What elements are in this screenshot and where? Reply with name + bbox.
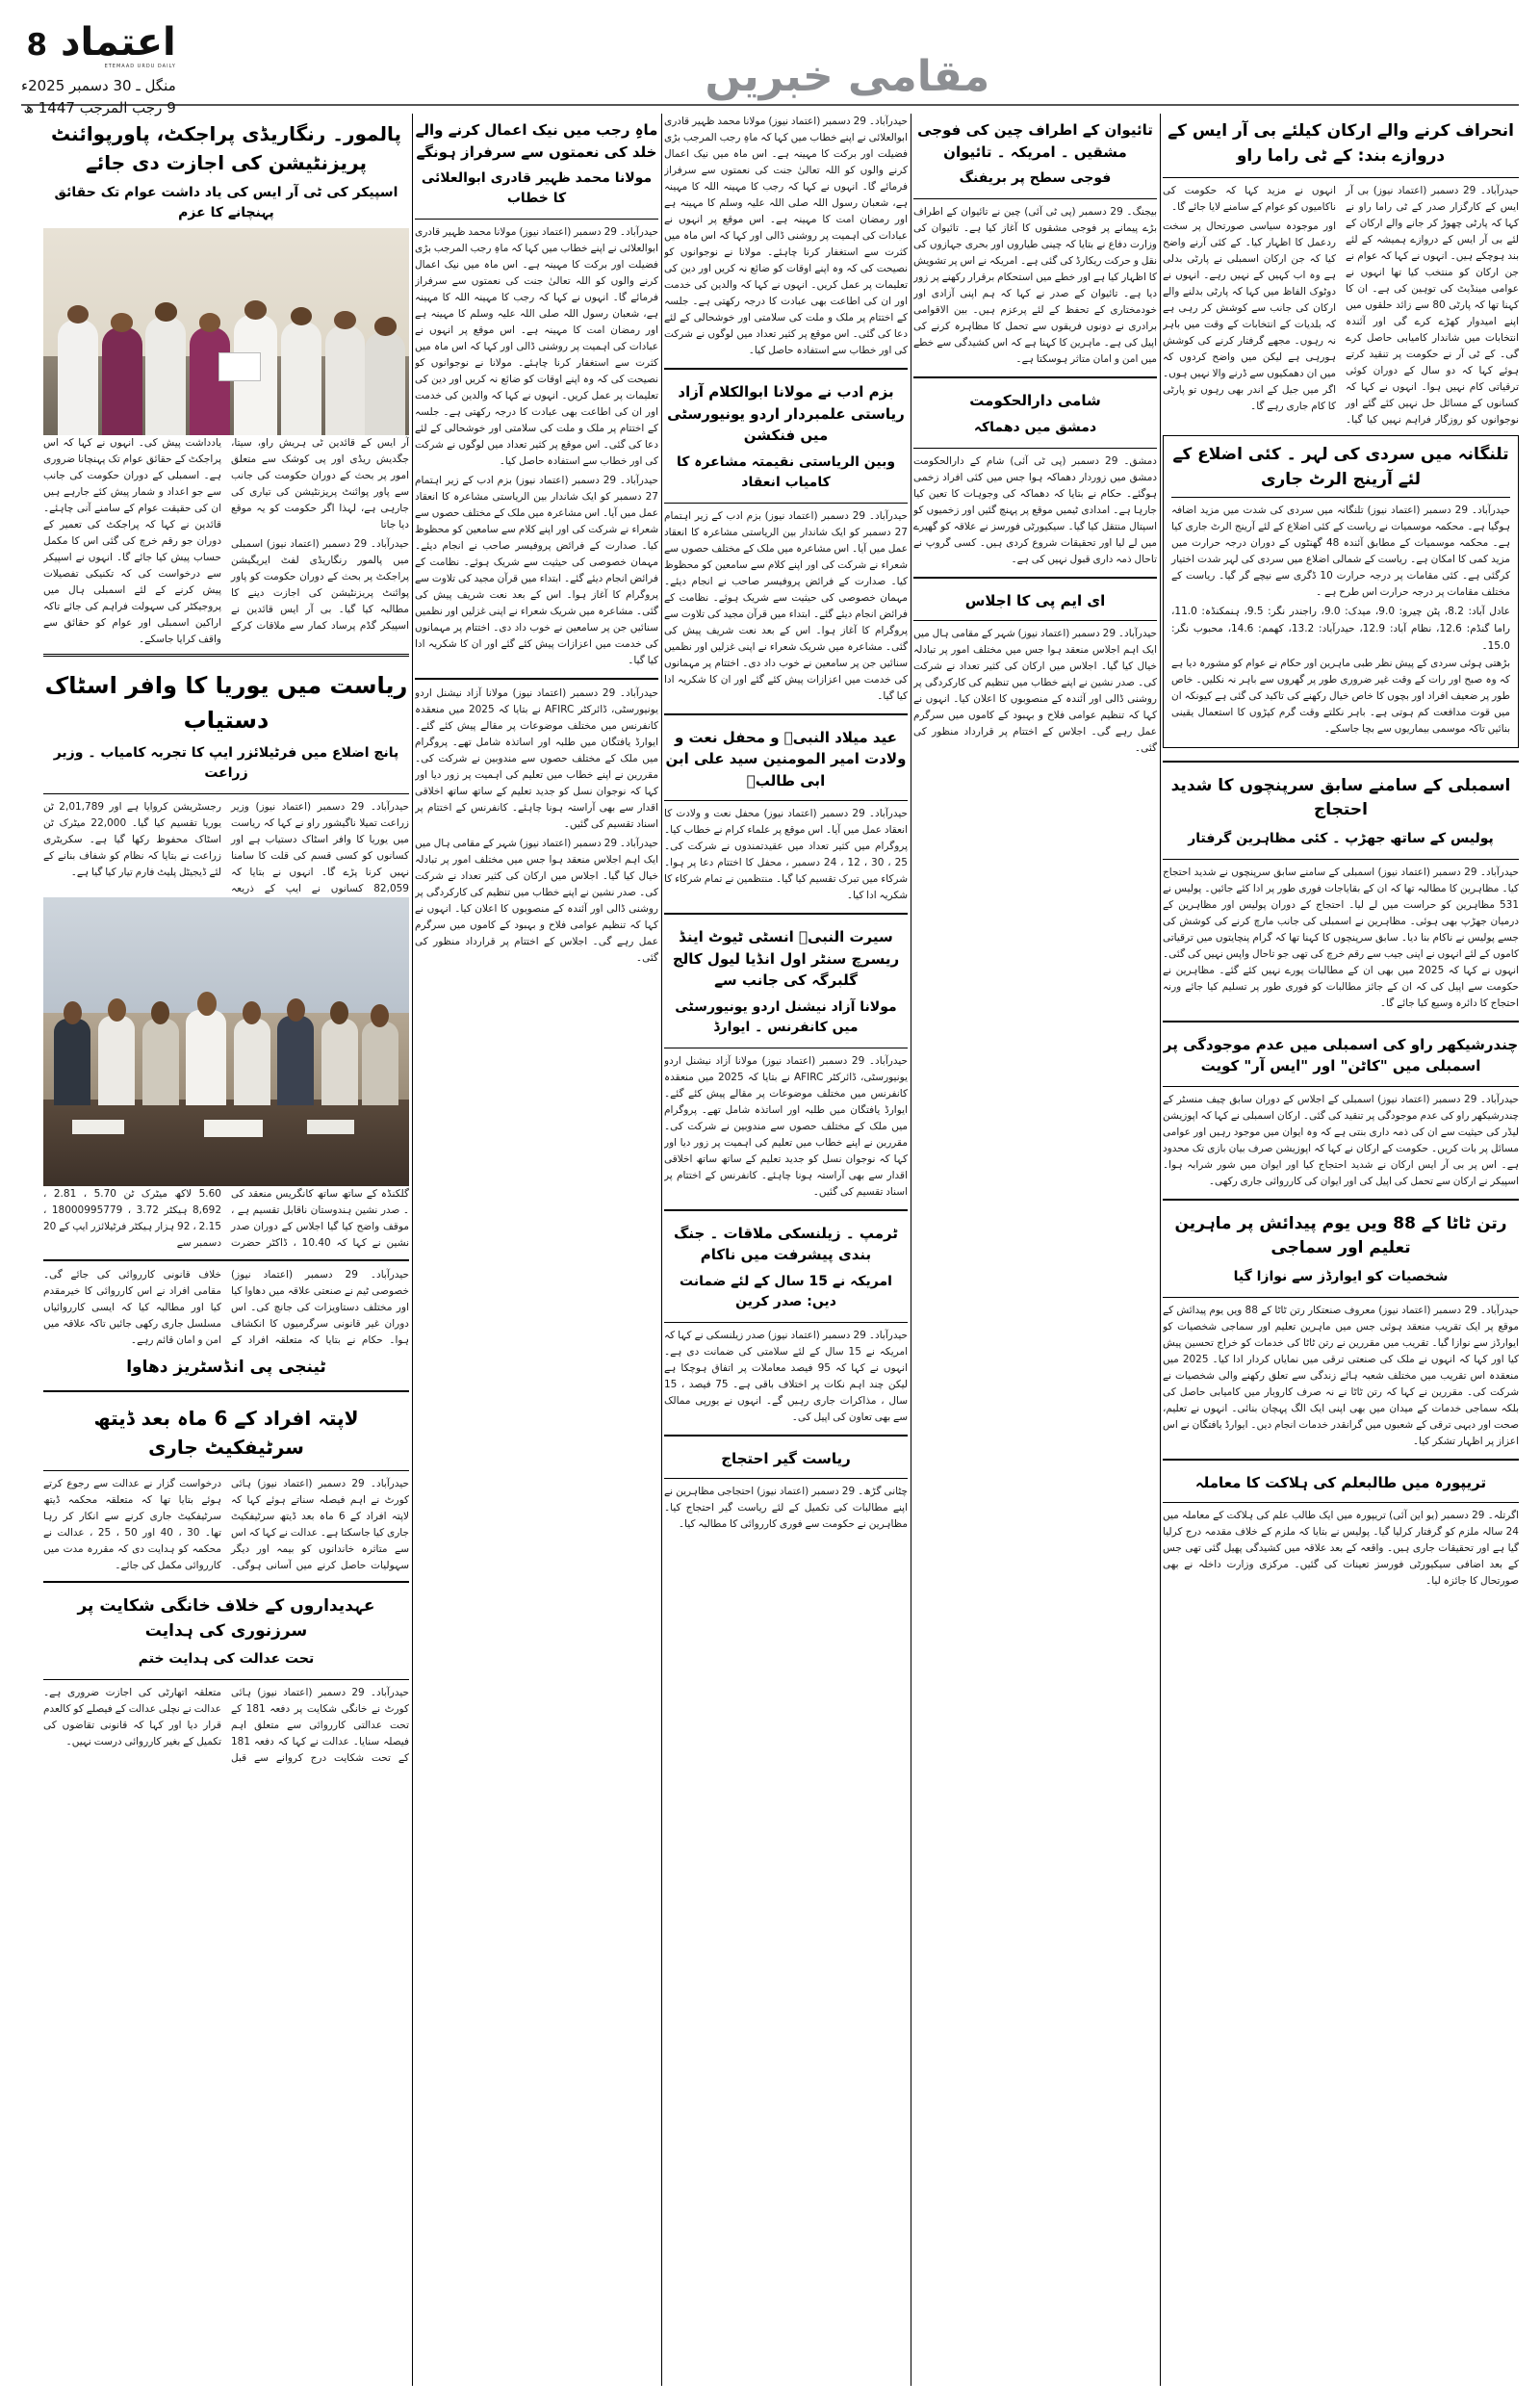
photo-person-head [64, 1001, 82, 1024]
paragraph: حیدرآباد۔ 29 دسمبر (اعتماد نیوز) مولانا محمد ظہیر قادری ابوالعلائی نے اپنے خطاب میں کہا کہ ماہِ رجب المرجب بڑی فضیلت اور برکت کا مہینہ ہے۔ اس ماہ میں نیک اعمال کرنے والوں کو اللہ تعالیٰ جنت کی نعمتوں سے سرفراز فرمائے گا۔ انہوں نے کہا کہ رجب کا مہینہ اللہ کا مہینہ ہے، شعبان رسول اللہ صلی اللہ علیہ وسلم کا مہینہ ہے اور رمضان امت کا مہینہ ہے۔ اس موقع پر انہوں نے عبادات کی اہمیت پر روشنی ڈالی اور کہا کہ اس ماہ میں کثرت سے استغفار کرنا چاہئے۔ مولانا نے نوجوانوں کو نصیحت کی کہ وہ اپنے اوقات کو ضائع نہ کریں اور دین کی تعلیمات پر عمل کریں۔ انہوں نے کہا کہ والدین کی خدمت اور ان کی اطاعت بھی عبادت کا درجہ رکھتی ہے۔ جلسہ کے اختتام پر ملک و ملت کی سلامتی اور خوشحالی کے لئے دعا کی گئی۔ اس موقع پر کثیر تعداد میں لوگوں نے شرکت کی اور خطاب سے استفادہ حاصل کیا۔ [415, 226, 658, 467]
divider [664, 713, 908, 715]
temperature-item: عادل آباد: 8.2، پٹن چیرو: 9.0، میدک: 9.0، راجندر نگر: 9.5، ہنمکنڈہ: 11.0، راما گنڈم: 12.6، نظام آباد: 12.9، حیدرآباد: 13.2، کھمم: 14.6، محبوب نگر: 15.0۔ [1171, 606, 1511, 652]
photo-table [43, 1100, 409, 1186]
article-body-kcr-absence [1163, 1092, 1519, 1193]
headline-urea-stock: ریاست میں یوریا کا وافر اسٹاک دستیاب [44, 672, 408, 734]
headline-statewide-protest: ریاست گیر احتجاج [721, 1449, 851, 1467]
article-body-syria [913, 453, 1157, 571]
subheadline-palamuru: اسپیکر کی ٹی آر ایس کی یاد داشت عوام تک حقائق پہنچانے کا عزم [54, 185, 398, 220]
subheadline-rajab: مولانا محمد ظہیر قادری ابوالعلائی کا خطاب [421, 170, 653, 206]
divider [1163, 1459, 1519, 1461]
headline-mehfil-naat: عید میلاد النبیؐ و محفل نعت و ولادت امیر المومنین سید علی ابن ابی طالبؓ [665, 728, 907, 789]
photo-backwall [43, 897, 409, 1013]
photo-person [186, 1010, 226, 1105]
subheadline-private-complaint: تحت عدالت کی ہدایت ختم [138, 1651, 315, 1667]
paragraph: حیدرآباد۔ 29 دسمبر (اعتماد نیوز) صدر زیلنسکی نے کہا کہ امریکہ نے 15 سال کے لئے سلامتی کی ضمانت دی ہے۔ انہوں نے کہا کہ 95 فیصد معاملات پر اتفاق ہوچکا ہے لیکن چند اہم نکات پر اختلاف باقی ہے۔ 75 فیصد ، 15 سال ، مذاکرات جاری رہیں گے۔ انہوں نے یورپی ممالک سے بھی تعاون کی اپیل کی۔ [664, 1329, 908, 1423]
divider [43, 1259, 409, 1261]
article-body-palamuru [43, 435, 409, 648]
subheadline-mushaira: وبین الریاستی نقیمتہ مشاعرہ کا کامیاب انعقاد [676, 453, 896, 490]
paragraph: چٹانی گڑھ۔ 29 دسمبر (اعتماد نیوز) احتجاجی مظاہرین نے اپنے مطالبات کی تکمیل کے لئے ریاست گیر احتجاج کیا۔ مظاہرین نے حکومت سے فوری کارروائی کا مطالبہ کیا۔ [664, 1486, 908, 1530]
photo-person [142, 1019, 179, 1105]
article-body-death-certificate [43, 1476, 409, 1576]
headline-industries: ٹینجی پی انڈسٹریز دھاوا [126, 1358, 326, 1377]
divider [913, 376, 1157, 378]
paragraph: حیدرآباد۔ 29 دسمبر (اعتماد نیوز) شہر کے مقامی ہال میں ایک اہم اجلاس منعقد ہوا جس میں مختلف امور پر تبادلہ خیال کیا گیا۔ اجلاس میں ارکان کی کثیر تعداد نے شرکت کی۔ صدر نشین نے اپنے خطاب میں تنظیم کی کارکردگی پر روشنی ڈالی اور آئندہ کے منصوبوں کا اعلان کیا۔ انہوں نے کہا کہ تنظیم عوامی فلاح و بہبود کے کاموں میں سرگرم عمل رہے گی۔ اجلاس کے اختتام پر قرارداد منظور کی گئی۔ [415, 838, 658, 964]
paragraph: حیدرآباد۔ 29 دسمبر (اعتماد نیوز) بزم ادب کے زیر اہتمام 27 دسمبر کو ایک شاندار بین الریاستی مشاعرہ کا انعقاد عمل میں آیا۔ اس مشاعرہ میں ملک کے مختلف حصوں سے شعراء نے شرکت کی اور اپنے کلام سے سامعین کو محظوظ کیا۔ صدارت کے فرائض پروفیسر صاحب نے انجام دیئے۔ مہمان خصوصی کی حیثیت سے شریک ہوئے۔ نظامت کے فرائض انجام دیئے گئے۔ ابتداء میں قرآن مجید کی تلاوت سے پروگرام کا آغاز ہوا۔ اس کے بعد نعت شریف پیش کی گئی۔ مشاعرہ میں شریک شعراء نے اپنی غزلیں اور نظمیں سنائیں جن پر سامعین نے خوب داد دی۔ اختتام پر مہمانوں کی خدمت میں اعزازات پیش کئے گئے اور ان کا شکریہ ادا کیا گیا۔ [664, 509, 908, 702]
paragraph: حیدرآباد۔ 29 دسمبر (اعتماد نیوز) مولانا آزاد نیشنل اردو یونیورسٹی، ڈائرکٹر AFIRC نے بتایا کہ 2025 میں منعقدہ کانفرنس میں مختلف موضوعات پر مقالے پیش کئے گئے۔ ایوارڈ یافتگان میں طلبہ اور اساتذہ شامل تھے۔ پروگرام میں ملک کے مختلف حصوں سے مندوبین نے شرکت کی۔ مقررین نے اپنے خطاب میں تعلیم کی اہمیت پر زور دیا اور کہا کہ نوجوان نسل کو جدید تعلیم کے ساتھ ساتھ اخلاقی اقدار سے بھی آراستہ ہونا چاہئے۔ کانفرنس کے اختتام پر اسناد تقسیم کی گئیں۔ [415, 687, 658, 830]
article-body-trump-zelensky [664, 1328, 908, 1429]
divider [1163, 1297, 1519, 1298]
article-body-urea-caption [43, 1186, 409, 1254]
article-advisory [1171, 656, 1510, 738]
page-title: مقامی خبریں [705, 52, 990, 101]
photo-table-papers [307, 1120, 354, 1134]
paragraph: اور موجودہ سیاسی صورتحال پر سخت ردعمل کا اظہار کیا۔ کے کئی آرنے واضح کیا کہ جن ارکان اسمبلی نے پارٹی بدلی ہے وہ اب کہیں کے نہیں رہے۔ انہوں نے دوٹوک الفاظ میں کہا کہ پارٹی بدلنے والے ارکان کی جانب سے کوشش کر رہی ہے کہ بلدیات کے انتخابات کے وقت میں باہر نہ رہوں۔ مجھے گرفتار کرنے کی کوشش ہورہی ہے لیکن میں واضح کردوں کہ میں ان دھمکیوں سے ڈرنے والا نہیں ہوں۔ اگر میں جیل کے اندر بھی رہوں تو پارٹی کا کام جاری رہے گا۔ [1163, 220, 1336, 412]
paragraph: گلکنڈہ کے ساتھ ساتھ کانگریس منعقد کی ۔ صدر نشین ہندوستان ناقابل تقسیم ہے ، موقف واضح کیا گیا اجلاس کے دوران صدر نشین نے کہا کہ 10.40 ، ڈاکٹر حضرت 5.60 لاکھ میٹرک ٹن 5.70 ، 2.81 ، 8,692 ہیکٹر 3.72 ، 18000995779 ، 2.15 ، 92 ہزار ہیکٹر فرٹیلائزر ایپ کے 20 دسمبر سے [43, 1188, 409, 1249]
divider [913, 577, 1157, 579]
divider [1163, 859, 1519, 860]
content-grid [21, 114, 1519, 2386]
brand-subtitle: ETEMAAD URDU DAILY [104, 64, 176, 69]
photo-person-head [199, 313, 221, 331]
paragraph: حیدرآباد۔ 29 دسمبر (اعتماد نیوز) معروف صنعتکار رتن ٹاٹا کے 88 ویں یوم پیدائش کے موقع پر ایک تقریب منعقد ہوئی جس میں ماہرین تعلیم اور سماجی شخصیات کو ایوارڈز سے نوازا گیا۔ تقریب میں مقررین نے رتن ٹاٹا کی خدمات کو خراج تحسین پیش کیا اور کہا کہ انہوں نے ملک کی صنعتی ترقی میں نمایاں کردار ادا کیا۔ 2025 میں منعقدہ اس تقریب میں مختلف شعبہ ہائے زندگی سے تعلق رکھنے والی شخصیات نے شرکت کی۔ مقررین نے کہا کہ رتن ٹاٹا نے نہ صرف کاروبار میں کامیابی حاصل کی بلکہ سماجی خدمات کے میدان میں بھی اپنی ایک الگ پہچان بنائی۔ انہوں نے تعلیم، صحت اور دیہی ترقی کے شعبوں میں گرانقدر خدمات انجام دیں۔ ایوارڈ یافتگان نے اس اعزاز پر اظہار تشکر کیا۔ [1163, 1304, 1519, 1447]
photo-person [54, 1019, 90, 1105]
photo-scene [43, 228, 409, 435]
article-body-overflow [415, 686, 658, 970]
divider [913, 198, 1157, 199]
divider [664, 1209, 908, 1211]
subheadline-taiwan: فوجی سطح پر بریفنگ [959, 170, 1112, 186]
column-divider [412, 114, 413, 2386]
divider [1163, 1502, 1519, 1503]
headline-seerat-institute: سیرت النبیؐ انسٹی ٹیوٹ اینڈ ریسرچ سنٹر اول انڈیا لیول کالج گلبرگہ کی جانب سے [672, 928, 900, 989]
divider [664, 1322, 908, 1323]
subheadline-ratan-tata: شخصیات کو ایوارڈز سے نوازا گیا [1233, 1268, 1449, 1284]
masthead [21, 17, 1519, 116]
paragraph: حیدرآباد۔ 29 دسمبر (اعتماد نیوز) اسمبلی میں پالمور رنگاریڈی لفٹ ایریگیشن پراجکٹ پر بحث کے دوران حکومت کو پاور پوائنٹ پریزنٹیشن کی اجازت دینے کا مطالبہ کیا گیا۔ بی آر ایس قائدین نے اسپیکر گڈم پرساد کمار سے ملاقات کرکے یادداشت پیش کی۔ انہوں نے کہا کہ اس پراجکٹ کے حقائق عوام تک پہنچانا ضروری ہے۔ اسمبلی کے دوران حکومت کی جانب سے جو اعداد و شمار پیش کئے جارہے ہیں ان کی حقیقت عوام کے سامنے آنی چاہئے۔ قائدین نے کہا کہ پراجکٹ کی تعمیر کے دوران جو رقم خرچ کی گئی اس کا مکمل حساب پیش کیا جائے گا۔ انہوں نے اسپیکر سے درخواست کی کہ تکنیکی تفصیلات پیش کرنے کے لئے اسمبلی ہال میں پروجیکٹر کی سہولت فراہم کی جائے تاکہ اراکین اسمبلی اور عوام کو حقائق سے واقف کرایا جاسکے۔ [43, 437, 409, 645]
article-body-ktr [1163, 183, 1519, 428]
divider [415, 219, 658, 220]
column-left [43, 114, 409, 2386]
headline-tripura: تریپورہ میں طالبعلم کی ہلاکت کا معاملہ [1194, 1473, 1487, 1491]
divider [664, 913, 908, 915]
divider [43, 1581, 409, 1583]
divider [43, 1470, 409, 1471]
photo-person [365, 332, 405, 436]
paragraph: حیدرآباد۔ 29 دسمبر (اعتماد نیوز) شہر کے مقامی ہال میں ایک اہم اجلاس منعقد ہوا جس میں مختلف امور پر تبادلہ خیال کیا گیا۔ اجلاس میں ارکان کی کثیر تعداد نے شرکت کی۔ صدر نشین نے اپنے خطاب میں تنظیم کی کارکردگی پر روشنی ڈالی اور آئندہ کے منصوبوں کا اعلان کیا۔ انہوں نے کہا کہ تنظیم عوامی فلاح و بہبود کے کاموں میں سرگرم عمل رہے گی۔ اجلاس کے اختتام پر قرارداد منظور کی گئی۔ [913, 628, 1157, 754]
paragraph: حیدرآباد۔ 29 دسمبر (اعتماد نیوز) بی آر ایس کے کارگزار صدر کے ٹی راما راو نے کہا کہ پارٹی چھوڑ کر جانے والے ارکان کے لئے بی آر ایس کے دروازے ہمیشہ کے لئے بند ہوچکے ہیں۔ انہوں نے کہا کہ عوام نے جن ارکان کو منتخب کیا تھا انہوں نے عوامی مینڈیٹ کی توہین کی ہے۔ ان کا کہنا تھا کہ پارٹی 80 سے زائد حلقوں میں اپنے امیدوار کھڑے کرے گی اور آئندہ انتخابات میں شاندار کامیابی حاصل کرے گی۔ کے ٹی آر نے حکومت پر تنقید کرتے ہوئے کہا کہ دو سال کے دوران کوئی ترقیاتی کام نہیں ہوا۔ انہوں نے کہا کہ کسانوں کے مسائل حل نہیں کئے گئے اور نوجوانوں کو روزگار فراہم نہیں کیا گیا۔ انہوں نے مزید کہا کہ حکومت کی ناکامیوں کو عوام کے سامنے لایا جائے گا۔ [1163, 185, 1519, 426]
headline-ktr: انحراف کرنے والے ارکان کیلئے بی آر ایس کے دروازے بند: کے ٹی راما راو [1168, 121, 1514, 166]
photo-person-head [287, 998, 305, 1022]
paragraph: حیدرآباد۔ 29 دسمبر (اعتماد نیوز) محفل نعت و ولادت کا انعقاد عمل میں آیا۔ اس موقع پر علماء کرام نے خطاب کیا۔ پروگرام میں کثیر تعداد میں عقیدتمندوں نے شرکت کی۔ 25 ، 30 ، 12 ، 24 دسمبر ، محفل کا اختتام دعا پر ہوا۔ شرکاء میں تبرک تقسیم کیا گیا۔ منتظمین نے تمام شرکاء کا شکریہ ادا کیا۔ [664, 808, 908, 901]
photo-person-head [243, 1001, 261, 1024]
headline-cold-wave: تلنگانہ میں سردی کی لہر ۔ کئی اضلاع کے لئے آرینج الرٹ جاری [1172, 445, 1509, 489]
photo-person [325, 325, 366, 435]
article-body-mehfil-naat [664, 806, 908, 907]
column-two-b [664, 114, 908, 2386]
headline-kcr-absence: چندرشیکھر راو کی اسمبلی میں عدم موجودگی پر اسمبلی میں "کاٹن" اور "ایس آر" کویت [1163, 1035, 1519, 1075]
photo-table-papers [204, 1120, 263, 1137]
subheadline-seerat-institute: مولانا آزاد نیشنل اردو یونیورسٹی میں کانفرنس ۔ ایوارڈ [675, 998, 897, 1035]
paragraph: حیدرآباد۔ 29 دسمبر (اعتماد نیوز) ہائی کورٹ نے خانگی شکایت پر دفعہ 181 کے تحت عدالتی کارروائی سے متعلق اہم فیصلہ سنایا۔ عدالت نے کہا کہ دفعہ 181 کے تحت شکایت درج کروانے سے قبل متعلقہ اتھارٹی کی اجازت ضروری ہے۔ عدالت نے نچلی عدالت کے فیصلے کو کالعدم قرار دیا اور کہا کہ قانونی تقاضوں کی تکمیل کے بغیر کارروائی درست نہیں۔ [43, 1687, 409, 1764]
divider [1163, 177, 1519, 178]
photo-scene [43, 897, 409, 1186]
headline-emp-meeting: ای ایم پی کا اجلاس [964, 591, 1106, 609]
paragraph: حیدرآباد۔ 29 دسمبر (اعتماد نیوز) اسمبلی کے اجلاس کے دوران سابق چیف منسٹر کے چندرشیکھر راو کی عدم موجودگی پر تنقید کی گئی۔ ارکان اسمبلی نے کہا کہ اپوزیشن لیڈر کی حیثیت سے ان کی ذمہ داری بنتی ہے کہ وہ ایوان میں موجود رہیں اور عوامی مسائل پر بات کریں۔ حکومت کے ارکان نے کہا کہ اپوزیشن صرف بیان بازی تک محدود ہے۔ اس پر بی آر ایس ارکان نے شدید احتجاج کیا اور ایوان میں شور شرابہ ہوا۔ اسپیکر نے ارکان سے تحمل کی اپیل کی اور ایوان کی کارروائی جاری رکھی۔ [1163, 1093, 1519, 1187]
column-three [913, 114, 1157, 2386]
divider [415, 678, 658, 680]
photo-person-head [244, 300, 267, 319]
divider [1171, 497, 1510, 498]
divider [913, 620, 1157, 621]
paragraph: حیدرآباد۔ 29 دسمبر (اعتماد نیوز) خصوصی ٹیم نے صنعتی علاقہ میں دھاوا کیا اور مختلف دستاویزات کی جانچ کی۔ اس دوران غیر قانونی سرگرمیوں کا انکشاف ہوا۔ حکام نے بتایا کہ متعلقہ افراد کے خلاف قانونی کارروائی کی جائے گی۔ مقامی افراد نے اس کارروائی کا خیرمقدم کیا اور مطالبہ کیا کہ ایسی کارروائیاں مسلسل جاری رکھی جائیں تاکہ علاقہ میں امن و امان قائم رہے۔ [43, 1268, 409, 1346]
column-divider [661, 114, 662, 2386]
divider [1163, 1086, 1519, 1087]
headline-trump-zelensky: ٹرمپ ۔ زیلنسکی ملاقات ۔ جنگ بندی پیشرفت میں ناکام [674, 1224, 898, 1263]
article-body-ratan-tata [1163, 1303, 1519, 1453]
photo-person [321, 1019, 358, 1105]
column-divider [1160, 114, 1161, 2386]
divider [1163, 761, 1519, 763]
paragraph: حیدرآباد۔ 29 دسمبر (اعتماد نیوز) مولانا محمد ظہیر قادری ابوالعلائی نے اپنے خطاب میں کہا کہ ماہِ رجب المرجب بڑی فضیلت اور برکت کا مہینہ ہے۔ اس ماہ میں نیک اعمال کرنے والوں کو اللہ تعالیٰ جنت کی نعمتوں سے سرفراز فرمائے گا۔ انہوں نے کہا کہ رجب کا مہینہ اللہ کا مہینہ ہے، شعبان رسول اللہ صلی اللہ علیہ وسلم کا مہینہ ہے اور رمضان امت کا مہینہ ہے۔ اس موقع پر انہوں نے عبادات کی اہمیت پر روشنی ڈالی اور کہا کہ اس ماہ میں کثرت سے استغفار کرنا چاہئے۔ مولانا نے نوجوانوں کو نصیحت کی کہ وہ اپنے اوقات کو ضائع نہ کریں اور دین کی تعلیمات پر عمل کریں۔ انہوں نے کہا کہ والدین کی خدمت اور ان کی اطاعت بھی عبادت کا درجہ رکھتی ہے۔ جلسہ کے اختتام پر ملک و ملت کی سلامتی اور خوشحالی کے لئے دعا کی گئی۔ اس موقع پر کثیر تعداد میں لوگوں نے شرکت کی اور خطاب سے استفادہ حاصل کیا۔ [664, 116, 908, 356]
article-body-tripura [1163, 1508, 1519, 1592]
photo-person [58, 320, 98, 435]
divider [664, 800, 908, 801]
subheadline-sarpanch-protest: پولیس کے ساتھ جھڑپ ۔ کئی مظاہرین گرفتار [1188, 830, 1494, 846]
article-cold-wave [1163, 435, 1519, 748]
photo-person-head [291, 307, 313, 325]
divider [43, 654, 409, 657]
subheadline-trump-zelensky: امریکہ نے 15 سال کے لئے ضمانت دیں: صدر کرین [680, 1273, 892, 1309]
subheadline-urea-stock: پانچ اضلاع میں فرٹیلائزر ایپ کا تجربہ کامیاب ۔ وزیر زراعت [53, 745, 399, 781]
divider [913, 448, 1157, 449]
paragraph: بیجنگ۔ 29 دسمبر (پی ٹی آئی) چین نے تائیوان کے اطراف بڑے پیمانے پر فوجی مشقوں کا آغاز کیا ہے۔ تائیوان کی وزارت دفاع نے بتایا کہ چینی طیاروں اور بحری جہازوں کی نقل و حرکت ریکارڈ کی گئی ہے۔ امریکہ نے اس پر تشویش کا اظہار کیا ہے اور خطے میں استحکام برقرار رکھنے پر زور دیا ہے۔ تائیوان کے صدر نے کہا کہ ہم اپنی آزادی اور خودمختاری کے تحفظ کے لئے پرعزم ہیں۔ بین الاقوامی برادری نے دونوں فریقوں سے تحمل کا مظاہرہ کرنے کی اپیل کی ہے۔ ماہرین کا کہنا ہے کہ اس کشیدگی سے خطے میں امن و امان متاثر ہوسکتا ہے۔ [913, 206, 1157, 365]
divider [664, 1478, 908, 1479]
paragraph: حیدرآباد۔ 29 دسمبر (اعتماد نیوز) مولانا آزاد نیشنل اردو یونیورسٹی، ڈائرکٹر AFIRC نے بتایا کہ 2025 میں منعقدہ کانفرنس میں مختلف موضوعات پر مقالے پیش کئے گئے۔ ایوارڈ یافتگان میں طلبہ اور اساتذہ شامل تھے۔ پروگرام میں ملک کے مختلف حصوں سے مندوبین نے شرکت کی۔ مقررین نے اپنے خطاب میں تعلیم کی اہمیت پر زور دیا اور کہا کہ نوجوان نسل کو جدید تعلیم کے ساتھ ساتھ اخلاقی اقدار سے بھی آراستہ ہونا چاہئے۔ کانفرنس کے اختتام پر اسناد تقسیم کی گئیں۔ [664, 1054, 908, 1198]
headline-palamuru: پالمور۔ رنگاریڈی پراجکٹ، پاورپوائنٹ پریزنٹیشن کی اجازت دی جائے [50, 122, 401, 174]
headline-death-certificate: لاپتہ افراد کے 6 ماہ بعد ڈیتھ سرٹیفکیٹ جاری [93, 1406, 359, 1459]
article-body-cold-wave [1171, 503, 1510, 601]
temperature-list [1171, 604, 1510, 656]
article-body-rajab [415, 224, 658, 672]
article-body-statewide-protest [664, 1484, 908, 1536]
divider [1163, 1021, 1519, 1022]
headline-mushaira: بزم ادب نے مولانا ابوالکلام آزاد ریاستی علمبردار اردو یونیورسٹی میں فنکشن [667, 383, 905, 444]
date-gregorian: منگل ـ 30 دسمبر 2025ء [21, 77, 176, 94]
photo-person-head [111, 313, 133, 331]
paragraph: حیدرآباد۔ 29 دسمبر (اعتماد نیوز) ہائی کورٹ نے اہم فیصلہ سناتے ہوئے کہا کہ لاپتہ افراد کے 6 ماہ بعد ڈیتھ سرٹیفکیٹ جاری کیا جاسکتا ہے۔ عدالت نے کہا کہ اس سے متاثرہ خاندانوں کو بیمہ اور دیگر سہولیات حاصل کرنے میں آسانی ہوگی۔ درخواست گزار نے عدالت سے رجوع کرتے ہوئے بتایا تھا کہ متعلقہ محکمہ ڈیتھ سرٹیفکیٹ جاری کرنے سے انکار کر رہا تھا۔ 30 ، 40 اور 50 ، 25 ، عدالت نے محکمہ کو ہدایت دی کہ مقررہ مدت میں کارروائی مکمل کی جائے۔ [43, 1477, 409, 1571]
photo-person [234, 1019, 270, 1105]
photo-person [277, 1016, 314, 1105]
photo-person [145, 317, 186, 435]
article-body-private-complaint [43, 1685, 409, 1767]
headline-syria: شامی دارالحکومت [969, 392, 1101, 409]
article-body-mushaira [664, 508, 908, 708]
photo-person-head [374, 317, 397, 335]
article-body-industries [43, 1267, 409, 1351]
column-two-a [415, 114, 658, 2386]
brand-logo: اعتماد [61, 20, 176, 65]
divider [43, 1390, 409, 1392]
article-body-seerat-institute [664, 1053, 908, 1204]
paragraph: دمشق۔ 29 دسمبر (پی ٹی آئی) شام کے دارالحکومت دمشق میں زوردار دھماکہ ہوا جس میں کئی افراد زخمی ہوگئے۔ حکام نے بتایا کہ دھماکہ کی وجوہات کا تعین کیا جارہا ہے۔ امدادی ٹیمیں موقع پر پہنچ گئیں اور زخمیوں کو اسپتال منتقل کیا گیا۔ سیکیورٹی فورسز نے علاقہ کو گھیرے میں لے لیا اور تحقیقات شروع کردی ہیں۔ کسی گروپ نے تاحال ذمہ داری قبول نہیں کی ہے۔ [913, 454, 1157, 565]
photo-person-head [108, 998, 126, 1022]
headline-taiwan: تائیوان کے اطراف چین کی فوجی مشقیں ۔ امریکہ ۔ تائیوان [917, 121, 1153, 161]
photo-meeting [43, 897, 409, 1186]
paragraph: حیدرآباد۔ 29 دسمبر (اعتماد نیوز) بزم ادب کے زیر اہتمام 27 دسمبر کو ایک شاندار بین الریاستی مشاعرہ کا انعقاد عمل میں آیا۔ اس مشاعرہ میں ملک کے مختلف حصوں سے شعراء نے شرکت کی اور اپنے کلام سے سامعین کو محظوظ کیا۔ صدارت کے فرائض پروفیسر صاحب نے انجام دیئے۔ مہمان خصوصی کی حیثیت سے شریک ہوئے۔ نظامت کے فرائض انجام دیئے گئے۔ ابتداء میں قرآن مجید کی تلاوت سے پروگرام کا آغاز ہوا۔ اس کے بعد نعت شریف پیش کی گئی۔ مشاعرہ میں شریک شعراء نے اپنی غزلیں اور نظمیں سنائیں جن پر سامعین نے خوب داد دی۔ اختتام پر مہمانوں کی خدمت میں اعزازات پیش کئے گئے اور ان کا شکریہ ادا کیا گیا۔ [415, 475, 658, 666]
photo-person [98, 1016, 135, 1105]
paragraph: بڑھتی ہوئی سردی کے پیش نظر طبی ماہرین اور حکام نے عوام کو مشورہ دیا ہے کہ وہ صبح اور رات کے وقت غیر ضروری طور پر گھروں سے باہر نہ نکلیں۔ خاص طور پر ضعیف افراد اور بچوں کا خاص خیال رکھنے کی تاکید کی گئی ہے کیونکہ ان میں قوت مدافعت کم ہوتی ہے۔ باہر نکلتے وقت گرم کپڑوں کا استعمال یقینی بنائیں تاکہ موسمی بیماریوں سے بچا جاسکے۔ [1171, 657, 1510, 735]
paragraph: اگرتلہ۔ 29 دسمبر (یو این آئی) تریپورہ میں ایک طالب علم کی ہلاکت کے معاملہ میں 24 سالہ ملزم کو گرفتار کرلیا گیا۔ پولیس نے بتایا کہ ملزم کے خلاف مقدمہ درج کرلیا گیا ہے اور تحقیقات جاری ہیں۔ واقعہ کے بعد علاقہ میں کشیدگی پھیل گئی تھی جس کے بعد اضافی سیکیورٹی فورسز تعینات کی گئیں۔ مرکزی وزارت داخلہ نے بھی صورتحال کا جائزہ لیا۔ [1163, 1510, 1519, 1588]
article-body-emp-meeting [913, 626, 1157, 760]
article-body-rajab-cont [664, 114, 908, 362]
photo-speaker-memorandum [43, 228, 409, 435]
headline-ratan-tata: رتن ٹاٹا کے 88 ویں یوم پیدائش پر ماہرین تعلیم اور سماجی [1174, 1213, 1507, 1258]
divider [43, 1679, 409, 1680]
page-number: 8 [26, 28, 48, 63]
paragraph: حیدرآباد۔ 29 دسمبر (اعتماد نیوز) اسمبلی کے سامنے سابق سرپنچوں نے شدید احتجاج کیا۔ مظاہرین کا مطالبہ تھا کہ ان کے بقایاجات فوری طور پر ادا کئے جائیں۔ پولیس نے 531 مظاہرین کو حراست میں لے لیا۔ احتجاج کے دوران پولیس اور مظاہرین کے درمیان جھڑپ بھی ہوئی۔ مظاہرین نے اسمبلی کی جانب مارچ کرنے کی کوشش کی جسے پولیس نے ناکام بنا دیا۔ سابق سرپنچوں کا کہنا تھا کہ گرام پنچایتوں میں ترقیاتی کاموں کے لئے انہوں نے اپنی جیب سے رقم خرچ کی تھی جو تاحال واپس نہیں کی گئی۔ انہوں نے کہا کہ 2025 میں بھی ان کے مطالبات پورے نہیں کئے گئے۔ مظاہرین نے حکومت سے اپیل کی کہ ان کے جائز مطالبات کو فوری طور پر تسلیم کیا جائے ورنہ احتجاج کا دائرہ وسیع کیا جائے گا۔ [1163, 866, 1519, 1009]
headline-private-complaint: عہدیداروں کے خلاف خانگی شکایت پر سرزنوری کی ہدایت [77, 1596, 375, 1641]
photo-person-head [151, 1001, 169, 1024]
divider [43, 793, 409, 794]
article-body-sarpanch [1163, 865, 1519, 1015]
photo-person [362, 1022, 398, 1105]
photo-memorandum-paper [218, 352, 261, 381]
photo-person-head [67, 305, 90, 324]
article-body-taiwan [913, 204, 1157, 371]
photo-person [102, 327, 142, 435]
section-title-wrap [176, 17, 1519, 100]
divider [1163, 1199, 1519, 1201]
photo-person [281, 322, 321, 435]
photo-table-papers [72, 1120, 123, 1134]
photo-person-head [371, 1004, 389, 1027]
divider [664, 368, 908, 370]
headline-sarpanch-protest: اسمبلی کے سامنے سابق سرپنچوں کا شدید احتجاج [1170, 775, 1511, 820]
photo-person-head [155, 302, 177, 321]
article-body-urea-stock [43, 799, 409, 897]
brand-row [26, 20, 176, 65]
paragraph: حیدرآباد۔ 29 دسمبر (اعتماد نیوز) وزیر زراعت تمیلا ناگیشور راو نے کہا کہ ریاست میں یوریا کا وافر اسٹاک دستیاب ہے اور کسانوں کو کسی قسم کی قلت کا سامنا نہیں کرنا پڑے گا۔ انہوں نے بتایا کہ 82,059 کسانوں نے ایپ کے ذریعہ رجسٹریشن کروایا ہے اور 2,01,789 ٹن یوریا تقسیم کیا گیا۔ 22,000 میٹرک ٹن اسٹاک محفوظ رکھا گیا ہے۔ سکریٹری زراعت نے بتایا کہ نظام کو شفاف بنانے کے لئے ڈیجیٹل پلیٹ فارم تیار کیا گیا ہے۔ [43, 801, 409, 894]
column-right [1163, 114, 1519, 2386]
headline-rajab: ماہِ رجب میں نیک اعمال کرنے والے خلد کی نعمتوں سے سرفراز ہونگے [415, 121, 658, 161]
date-hijri: 9 رجب المرجب 1447 ھ [23, 98, 176, 116]
divider [664, 503, 908, 504]
subheadline-syria: دمشق میں دھماکہ [973, 419, 1097, 435]
masthead-brand-block [21, 17, 176, 118]
divider [664, 1435, 908, 1436]
paragraph: حیدرآباد۔ 29 دسمبر (اعتماد نیوز) تلنگانہ میں سردی کی شدت میں مزید اضافہ ہوگیا ہے۔ محکمہ موسمیات نے ریاست کے کئی اضلاع کے لئے آرینج الرٹ جاری کیا ہے۔ محکمہ موسمیات کے مطابق آئندہ 48 گھنٹوں کے دوران درجہ حرارت میں مزید کمی کا امکان ہے۔ ریاست کے شمالی اضلاع میں سردی کی لہر شدت اختیار کرگئی ہے۔ کئی مقامات پر درجہ حرارت 10 ڈگری سے نیچے گر گیا۔ ریاست کے مختلف مقامات پر درجہ حرارت اس طرح ہے ۔ [1171, 505, 1510, 598]
paragraph: آر ایس کے قائدین ٹی ہریش راو، سیتا، جگدیش ریڈی اور پی کوشک سے متعلق امور پر بحث کے دوران حکومت کی جانب سے پاور پوائنٹ پریزنٹیشن کی تیاری کی جارہی ہے، لہذا اگر حکومت کو یہ موقع دیا جاتا [231, 437, 409, 531]
